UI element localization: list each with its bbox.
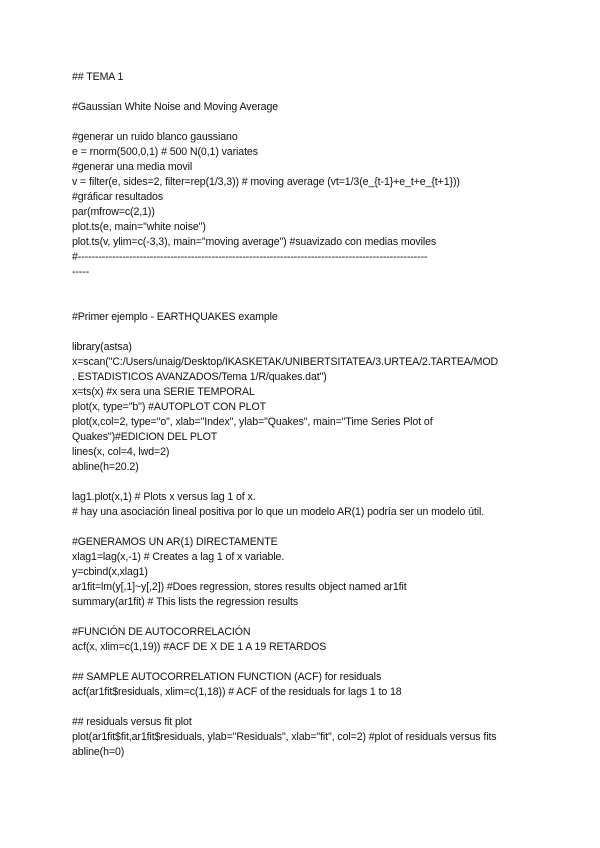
code-line: plot(x,col=2, type="o", xlab="Index", ylab="Quakes", main="Time Series Plot of [72, 416, 433, 428]
code-line: #generar un ruido blanco gaussiano [72, 131, 238, 143]
code-line: plot(ar1fit$fit,ar1fit$residuals, ylab="Residuals", xlab="fit", col=2) #plot of residuals versus fits [72, 731, 497, 743]
comment-line: # hay una asociación lineal positiva por lo que un modelo AR(1) podría ser un modelo útil. [72, 506, 485, 518]
code-line: y=cbind(x,xlag1) [72, 566, 148, 578]
divider-line: #------------------------------------------------------------------------------------------------------ [72, 251, 428, 263]
code-line: Quakes")#EDICION DEL PLOT [72, 431, 218, 443]
spacer [72, 325, 532, 340]
section-title-white-noise: #Gaussian White Noise and Moving Average [72, 101, 279, 113]
code-line: plot(x, type="b") #AUTOPLOT CON PLOT [72, 401, 266, 413]
code-line: x=ts(x) #x sera una SERIE TEMPORAL [72, 386, 255, 398]
spacer [72, 85, 532, 100]
code-line: lag1.plot(x,1) # Plots x versus lag 1 of x. [72, 491, 256, 503]
section-title-ar1: #GENERAMOS UN AR(1) DIRECTAMENTE [72, 536, 278, 548]
section-title-acf: #FUNCIÓN DE AUTOCORRELACIÓN [72, 626, 251, 638]
spacer [72, 280, 532, 310]
code-line: xlag1=lag(x,-1) # Creates a lag 1 of x variable. [72, 551, 285, 563]
code-line: . ESTADISTICOS AVANZADOS/Tema 1/R/quakes.dat") [72, 371, 327, 383]
code-line: v = filter(e, sides=2, filter=rep(1/3,3)) # moving average (vt=1/3(e_{t-1}+e_t+e_{t+1})) [72, 176, 460, 188]
code-line: x=scan("C:/Users/unaig/Desktop/IKASKETAK/UNIBERTSITATEA/3.URTEA/2.TARTEA/MOD [72, 356, 499, 368]
code-line: #generar una media movil [72, 161, 193, 173]
code-line: plot.ts(v, ylim=c(-3,3), main="moving average") #suavizado con medias moviles [72, 236, 437, 248]
heading-tema: ## TEMA 1 [72, 71, 124, 83]
document-body [72, 70, 532, 760]
code-line: abline(h=20.2) [72, 461, 139, 473]
code-line: summary(ar1fit) # This lists the regression results [72, 596, 299, 608]
code-line: acf(ar1fit$residuals, xlim=c(1,18)) # ACF of the residuals for lags 1 to 18 [72, 686, 402, 698]
spacer [72, 655, 532, 670]
code-line: ar1fit=lm(y[,1]~y[,2]) #Does regression, stores results object named ar1fit [72, 581, 407, 593]
code-line: acf(x, xlim=c(1,19)) #ACF DE X DE 1 A 19 RETARDOS [72, 641, 327, 653]
code-line: abline(h=0) [72, 746, 125, 758]
code-line: library(astsa) [72, 341, 132, 353]
code-line: lines(x, col=4, lwd=2) [72, 446, 170, 458]
spacer [72, 475, 532, 490]
spacer [72, 700, 532, 715]
spacer [72, 610, 532, 625]
code-line: par(mfrow=c(2,1)) [72, 206, 155, 218]
divider-line-continued: ----- [72, 266, 90, 278]
section-title-earthquakes: #Primer ejemplo - EARTHQUAKES example [72, 311, 278, 323]
code-line: plot.ts(e, main="white noise") [72, 221, 206, 233]
spacer [72, 520, 532, 535]
section-title-residuals-fit: ## residuals versus fit plot [72, 716, 192, 728]
spacer [72, 115, 532, 130]
code-line: e = rnorm(500,0,1) # 500 N(0,1) variates [72, 146, 258, 158]
code-line: #gráficar resultados [72, 191, 164, 203]
section-title-residual-acf: ## SAMPLE AUTOCORRELATION FUNCTION (ACF) for residuals [72, 671, 382, 683]
